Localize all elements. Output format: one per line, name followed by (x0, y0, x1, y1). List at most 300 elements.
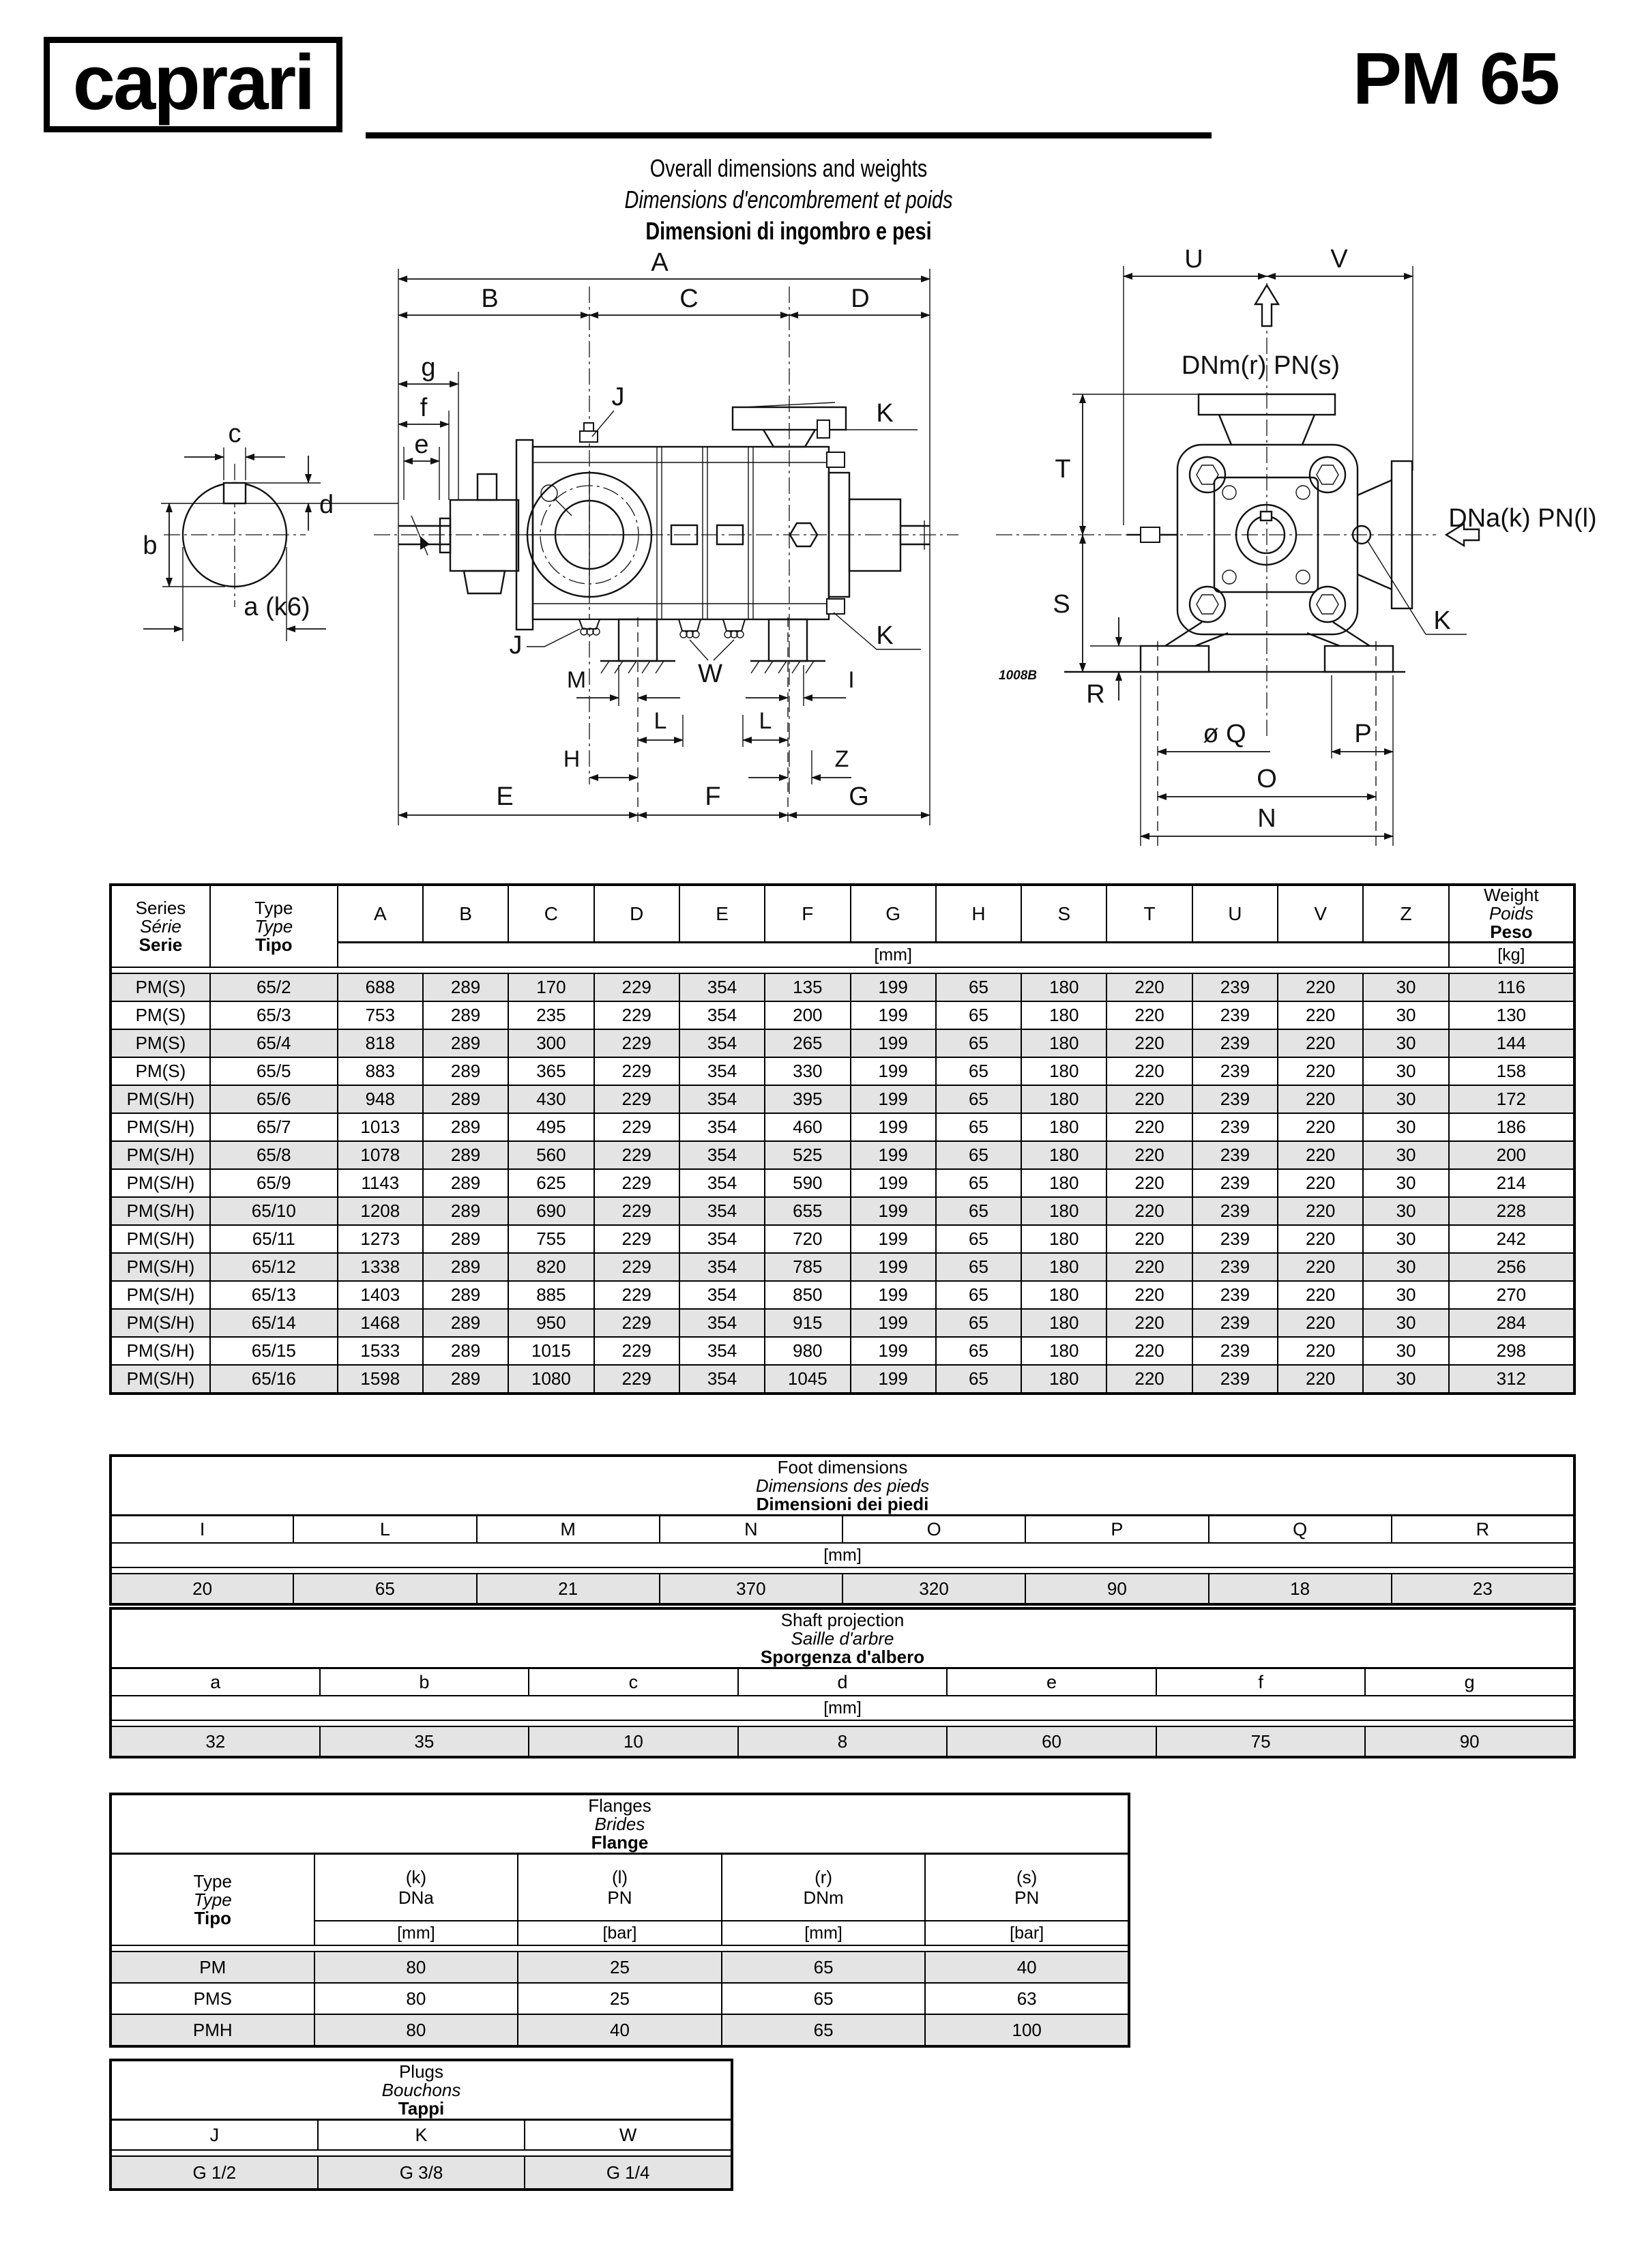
table-cell: 785 (765, 1253, 850, 1281)
table-cell: 239 (1192, 1365, 1278, 1394)
table-cell: 199 (851, 973, 936, 1001)
dim-label-L2: L (759, 708, 772, 734)
dim-label-O: O (1257, 765, 1277, 793)
table-cell: 229 (594, 1085, 679, 1113)
table-cell: 265 (765, 1029, 850, 1057)
table-cell: 950 (508, 1309, 593, 1337)
table-cell: 220 (1278, 1085, 1363, 1113)
dim-label-B: B (481, 284, 499, 313)
table-cell: 818 (338, 1029, 423, 1057)
table-cell: 65 (936, 1001, 1021, 1029)
table-cell: 199 (851, 1197, 936, 1225)
table-cell: 229 (594, 1281, 679, 1309)
table-cell: 1080 (508, 1365, 593, 1394)
table-cell: I (111, 1516, 293, 1544)
col-header-dim: S (1021, 885, 1106, 943)
table-cell: 30 (1363, 1309, 1448, 1337)
table-row (111, 1197, 1574, 1225)
table-cell: 65/15 (210, 1337, 338, 1365)
table-cell: 65 (936, 973, 1021, 1001)
table-cell: 65 (936, 1337, 1021, 1365)
table-cell: 1013 (338, 1113, 423, 1141)
table-cell: 180 (1021, 1365, 1106, 1394)
table-cell: PM(S/H) (111, 1281, 210, 1309)
table-cell: 200 (765, 1001, 850, 1029)
table-cell: 135 (765, 973, 850, 1001)
table-cell: 242 (1449, 1225, 1574, 1253)
table-cell: 354 (679, 1225, 765, 1253)
dim-label-J-top: J (611, 383, 625, 411)
table-cell: 289 (423, 1281, 508, 1309)
table-cell: 65/8 (210, 1141, 338, 1169)
table-cell: 430 (508, 1085, 593, 1113)
table-cell: 220 (1106, 1057, 1192, 1085)
table-cell: 30 (1363, 973, 1448, 1001)
dim-label-A: A (651, 248, 669, 277)
table-cell: 239 (1192, 1309, 1278, 1337)
table-row (111, 1169, 1574, 1197)
table-cell: 495 (508, 1113, 593, 1141)
table-cell: 688 (338, 973, 423, 1001)
table-cell: PM(S) (111, 1029, 210, 1057)
flanges-table (109, 1793, 1130, 2048)
table-cell: 30 (1363, 1337, 1448, 1365)
plugs-table (109, 2059, 733, 2191)
table-cell: 21 (477, 1574, 660, 1604)
table-row (111, 1365, 1574, 1394)
dim-label-R: R (1086, 680, 1105, 709)
table-cell: 180 (1021, 1309, 1106, 1337)
table-cell: 755 (508, 1225, 593, 1253)
table-cell: 239 (1192, 1085, 1278, 1113)
dim-label-L1: L (654, 708, 667, 734)
flange-unit: [bar] (925, 1921, 1129, 1945)
table-cell: 370 (660, 1574, 842, 1604)
flange-unit: [mm] (314, 1921, 518, 1945)
table-cell: 75 (1156, 1726, 1366, 1757)
table-cell: 65/13 (210, 1281, 338, 1309)
table-cell: 90 (1025, 1574, 1208, 1604)
table-cell: 25 (518, 1952, 722, 1983)
table-cell: 590 (765, 1169, 850, 1197)
table-cell: 40 (518, 2014, 722, 2046)
col-header-type: Type Type Tipo (210, 885, 338, 967)
subtitle-it: Dimensioni di ingombro e pesi (645, 217, 932, 245)
col-header-dim: E (679, 885, 765, 943)
table-cell: PM(S/H) (111, 1113, 210, 1141)
table-cell: 312 (1449, 1365, 1574, 1394)
flange-col-dnm: (r) DNm (722, 1854, 926, 1921)
table-cell: 180 (1021, 1029, 1106, 1057)
foot-values-row (111, 1574, 1574, 1604)
table-cell: 65/2 (210, 973, 338, 1001)
table-cell: 354 (679, 1057, 765, 1085)
table-cell: 100 (925, 2014, 1129, 2046)
table-cell: 720 (765, 1225, 850, 1253)
table-cell: 1273 (338, 1225, 423, 1253)
table-cell: 1598 (338, 1365, 423, 1394)
subtitle-en: Overall dimensions and weights (649, 154, 928, 182)
table-row (111, 1225, 1574, 1253)
table-cell: G 1/2 (111, 2156, 318, 2190)
table-cell: O (842, 1516, 1025, 1544)
table-cell: 850 (765, 1281, 850, 1309)
col-header-dim: F (765, 885, 850, 943)
table-cell: 235 (508, 1001, 593, 1029)
table-cell: 180 (1021, 973, 1106, 1001)
table-cell: 30 (1363, 1113, 1448, 1141)
table-cell: 885 (508, 1281, 593, 1309)
table-cell: 65/11 (210, 1225, 338, 1253)
shaft-projection-table (109, 1607, 1576, 1758)
dim-label-dnm: DNm(r) PN(s) (1181, 351, 1340, 380)
table-cell: 65/16 (210, 1365, 338, 1394)
table-cell: 354 (679, 973, 765, 1001)
table-cell: 220 (1278, 1253, 1363, 1281)
table-cell: 1338 (338, 1253, 423, 1281)
table-cell: 289 (423, 1085, 508, 1113)
page-title: PM 65 (1352, 37, 1559, 119)
table-cell: PM(S/H) (111, 1337, 210, 1365)
dim-label-T: T (1055, 455, 1071, 484)
table-cell: 239 (1192, 1057, 1278, 1085)
table-cell: 199 (851, 1309, 936, 1337)
table-cell: 256 (1449, 1253, 1574, 1281)
table-cell: 214 (1449, 1169, 1574, 1197)
table-row (111, 1281, 1574, 1309)
table-cell: 199 (851, 1253, 936, 1281)
plug-table-title: Plugs Bouchons Tappi (111, 2060, 732, 2120)
table-cell: 1403 (338, 1281, 423, 1309)
shaft-detail-view (143, 419, 398, 641)
table-cell: 199 (851, 1029, 936, 1057)
table-cell: 1078 (338, 1141, 423, 1169)
table-cell: 220 (1106, 1365, 1192, 1394)
drawing-code: 1008B (999, 668, 1037, 683)
table-cell: 220 (1278, 1029, 1363, 1057)
table-cell: 30 (1363, 1365, 1448, 1394)
dim-label-K-top: K (876, 399, 894, 428)
table-cell: c (529, 1668, 738, 1696)
table-cell: 239 (1192, 1337, 1278, 1365)
table-cell: 65 (722, 1983, 926, 2014)
table-cell: PM(S/H) (111, 1253, 210, 1281)
col-header-dim: D (594, 885, 679, 943)
unit-kg: [kg] (1449, 943, 1574, 968)
flange-table-body (111, 1952, 1129, 2046)
flange-col-dna: (k) DNa (314, 1854, 518, 1921)
table-cell: 220 (1106, 1337, 1192, 1365)
table-cell: 180 (1021, 1281, 1106, 1309)
table-cell: PMS (111, 1983, 314, 2014)
table-cell: PM(S/H) (111, 1141, 210, 1169)
dim-label-D: D (851, 284, 870, 313)
flange-col-pn-l: (l) PN (518, 1854, 722, 1921)
table-row (111, 1253, 1574, 1281)
table-cell: 1015 (508, 1337, 593, 1365)
table-cell: 354 (679, 1337, 765, 1365)
table-cell: 239 (1192, 1281, 1278, 1309)
table-cell: 65/5 (210, 1057, 338, 1085)
table-cell: 625 (508, 1169, 593, 1197)
table-cell: 354 (679, 1001, 765, 1029)
table-cell: 199 (851, 1141, 936, 1169)
table-cell: 220 (1106, 1253, 1192, 1281)
table-cell: PM(S/H) (111, 1085, 210, 1113)
dim-label-E: E (496, 782, 514, 811)
table-row (111, 2014, 1129, 2046)
table-cell: 35 (320, 1726, 529, 1757)
dim-label-a: a (k6) (244, 593, 310, 621)
table-cell: 30 (1363, 1141, 1448, 1169)
table-cell: 20 (111, 1574, 293, 1604)
table-cell: 65 (936, 1169, 1021, 1197)
main-table-body (111, 973, 1574, 1394)
table-cell: 180 (1021, 1253, 1106, 1281)
dim-label-U: U (1184, 245, 1203, 274)
table-cell: 239 (1192, 1029, 1278, 1057)
table-cell: 158 (1449, 1057, 1574, 1085)
table-cell: g (1365, 1668, 1574, 1696)
table-cell: 10 (529, 1726, 738, 1757)
dim-label-g: g (421, 353, 436, 382)
table-cell: 220 (1278, 973, 1363, 1001)
table-cell: 220 (1278, 1309, 1363, 1337)
table-cell: 229 (594, 1253, 679, 1281)
table-cell: 199 (851, 1225, 936, 1253)
table-cell: 320 (842, 1574, 1025, 1604)
table-cell: 289 (423, 1337, 508, 1365)
table-cell: 395 (765, 1085, 850, 1113)
col-header-dim: Z (1363, 885, 1448, 943)
dim-label-e: e (414, 430, 429, 459)
table-cell: 220 (1106, 1141, 1192, 1169)
table-cell: PM (111, 1952, 314, 1983)
table-cell: 239 (1192, 1225, 1278, 1253)
table-cell: 354 (679, 1309, 765, 1337)
table-cell: 948 (338, 1085, 423, 1113)
table-row (111, 1085, 1574, 1113)
table-cell: 655 (765, 1197, 850, 1225)
dim-label-S: S (1053, 590, 1070, 619)
table-cell: 229 (594, 1113, 679, 1141)
dim-label-C: C (679, 284, 699, 313)
table-cell: K (318, 2120, 525, 2151)
table-cell: 229 (594, 1029, 679, 1057)
logo-text: caprari (72, 38, 314, 126)
table-cell: 883 (338, 1057, 423, 1085)
table-cell: 300 (508, 1029, 593, 1057)
table-row (111, 973, 1574, 1001)
caprari-logo (44, 37, 342, 132)
table-cell: 239 (1192, 1197, 1278, 1225)
table-cell: 220 (1278, 1001, 1363, 1029)
flange-unit: [mm] (722, 1921, 926, 1945)
table-cell: 1143 (338, 1169, 423, 1197)
table-cell: 8 (738, 1726, 948, 1757)
table-cell: 65 (722, 1952, 926, 1983)
table-cell: 199 (851, 1169, 936, 1197)
table-cell: 30 (1363, 1057, 1448, 1085)
table-cell: 229 (594, 973, 679, 1001)
main-dimensions-table (109, 883, 1576, 1395)
col-header-series: Series Série Serie (111, 885, 210, 967)
col-header-dim: A (338, 885, 423, 943)
foot-table-title: Foot dimensions Dimensions des pieds Dimensioni dei piedi (111, 1456, 1574, 1516)
subtitle-fr: Dimensions d'encombrement et poids (624, 186, 953, 213)
dim-label-f: f (420, 394, 428, 422)
table-cell: 289 (423, 1001, 508, 1029)
shaft-values-row (111, 1726, 1574, 1757)
dim-label-J-bottom: J (509, 631, 523, 660)
table-cell: 65/7 (210, 1113, 338, 1141)
table-cell: 65 (936, 1365, 1021, 1394)
table-row (111, 1029, 1574, 1057)
table-row (111, 1983, 1129, 2014)
table-cell: 239 (1192, 1001, 1278, 1029)
table-cell: 220 (1278, 1281, 1363, 1309)
table-cell: R (1392, 1516, 1574, 1544)
table-cell: e (947, 1668, 1156, 1696)
dim-label-dna: DNa(k) PN(l) (1448, 504, 1597, 533)
table-cell: 65 (936, 1253, 1021, 1281)
table-cell: M (477, 1516, 660, 1544)
table-cell: PM(S) (111, 1057, 210, 1085)
table-cell: 289 (423, 1029, 508, 1057)
table-cell: 65 (936, 1197, 1021, 1225)
table-cell: 229 (594, 1365, 679, 1394)
table-cell: 199 (851, 1337, 936, 1365)
table-cell: 65 (936, 1029, 1021, 1057)
flange-col-type: Type Type Tipo (111, 1854, 314, 1946)
table-cell: 180 (1021, 1225, 1106, 1253)
table-cell: 289 (423, 1113, 508, 1141)
table-cell: 220 (1278, 1169, 1363, 1197)
table-row (111, 1337, 1574, 1365)
table-cell: 354 (679, 1281, 765, 1309)
table-cell: 80 (314, 1952, 518, 1983)
table-cell: PM(S/H) (111, 1365, 210, 1394)
table-cell: 220 (1106, 1085, 1192, 1113)
table-cell: 180 (1021, 1085, 1106, 1113)
dim-label-d: d (319, 490, 334, 519)
table-row (111, 1952, 1129, 1983)
table-cell: 186 (1449, 1113, 1574, 1141)
technical-drawing (0, 225, 1642, 883)
table-cell: 229 (594, 1141, 679, 1169)
table-cell: 229 (594, 1001, 679, 1029)
table-cell: 690 (508, 1197, 593, 1225)
table-cell: 220 (1278, 1141, 1363, 1169)
table-cell: 270 (1449, 1281, 1574, 1309)
table-cell: 180 (1021, 1113, 1106, 1141)
table-cell: 239 (1192, 1169, 1278, 1197)
dim-label-b: b (143, 531, 158, 560)
pump-side-view (374, 248, 958, 825)
table-cell: 1468 (338, 1309, 423, 1337)
table-cell: Q (1209, 1516, 1392, 1544)
table-cell: 220 (1278, 1225, 1363, 1253)
table-cell: 80 (314, 2014, 518, 2046)
table-cell: 289 (423, 1225, 508, 1253)
table-cell: 354 (679, 1141, 765, 1169)
table-cell: 229 (594, 1309, 679, 1337)
table-cell: 298 (1449, 1337, 1574, 1365)
table-cell: 65 (936, 1085, 1021, 1113)
table-cell: 220 (1278, 1337, 1363, 1365)
table-cell: 239 (1192, 973, 1278, 1001)
table-cell: 65/10 (210, 1197, 338, 1225)
table-cell: 220 (1278, 1057, 1363, 1085)
table-cell: 330 (765, 1057, 850, 1085)
dim-label-M: M (566, 667, 587, 693)
col-header-dim: H (936, 885, 1021, 943)
table-cell: 65/6 (210, 1085, 338, 1113)
dim-label-N: N (1257, 804, 1276, 833)
table-cell: 220 (1106, 1001, 1192, 1029)
table-cell: 289 (423, 1169, 508, 1197)
dim-label-K-right: K (1433, 606, 1451, 635)
table-cell: PM(S/H) (111, 1197, 210, 1225)
dim-label-G: G (849, 782, 869, 811)
table-cell: a (111, 1668, 320, 1696)
table-cell: 229 (594, 1225, 679, 1253)
table-cell: G 1/4 (525, 2156, 732, 2190)
table-cell: 18 (1209, 1574, 1392, 1604)
table-row (111, 1309, 1574, 1337)
table-cell: 130 (1449, 1001, 1574, 1029)
table-cell: 220 (1106, 973, 1192, 1001)
dim-label-K-bottom: K (876, 621, 894, 650)
table-cell: 354 (679, 1253, 765, 1281)
table-cell: 116 (1449, 973, 1574, 1001)
table-cell: 220 (1106, 1197, 1192, 1225)
table-cell: 220 (1278, 1197, 1363, 1225)
table-cell: 229 (594, 1337, 679, 1365)
table-cell: W (525, 2120, 732, 2151)
table-cell: 65 (722, 2014, 926, 2046)
table-cell: 228 (1449, 1197, 1574, 1225)
table-cell: 239 (1192, 1253, 1278, 1281)
table-cell: PM(S/H) (111, 1309, 210, 1337)
table-cell: 220 (1106, 1225, 1192, 1253)
table-cell: 199 (851, 1001, 936, 1029)
table-cell: G 3/8 (318, 2156, 525, 2190)
table-cell: 32 (111, 1726, 320, 1757)
table-cell: 30 (1363, 1225, 1448, 1253)
table-cell: PMH (111, 2014, 314, 2046)
table-cell: 199 (851, 1281, 936, 1309)
table-cell: 289 (423, 1057, 508, 1085)
flange-table-title: Flanges Brides Flange (111, 1794, 1129, 1854)
table-row (111, 1113, 1574, 1141)
table-cell: 40 (925, 1952, 1129, 1983)
table-cell: 220 (1106, 1029, 1192, 1057)
table-cell: 220 (1106, 1169, 1192, 1197)
table-cell: 65/3 (210, 1001, 338, 1029)
table-cell: 170 (508, 973, 593, 1001)
table-cell: 354 (679, 1085, 765, 1113)
table-cell: 180 (1021, 1169, 1106, 1197)
table-cell: 180 (1021, 1057, 1106, 1085)
dim-label-c: c (228, 419, 241, 448)
table-row (111, 1001, 1574, 1029)
table-cell: 354 (679, 1365, 765, 1394)
table-cell: 65 (293, 1574, 476, 1604)
table-cell: 80 (314, 1983, 518, 2014)
table-cell: f (1156, 1668, 1366, 1696)
table-cell: 65/4 (210, 1029, 338, 1057)
